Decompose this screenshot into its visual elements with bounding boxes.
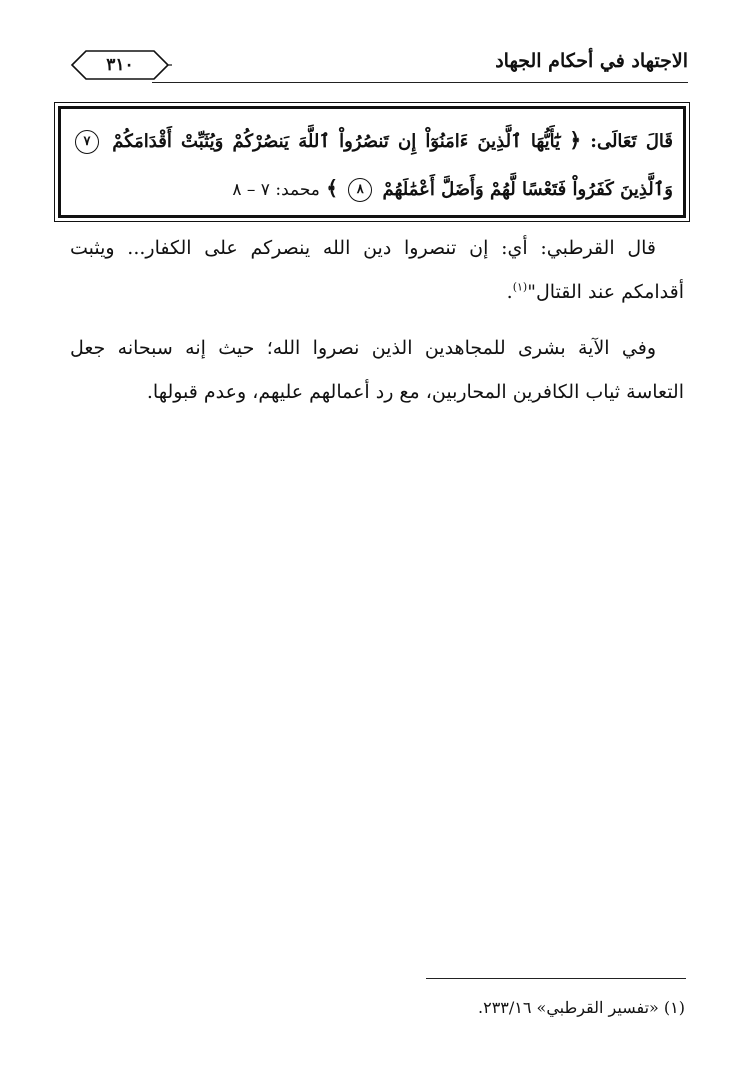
verse-line-2: وَٱلَّذِينَ كَفَرُواْ فَتَعْسًا لَّهُمْ وَأَضَلَّ أَعْمَٰلَهُمْ — [382, 179, 673, 200]
verse-open-bracket: ﴿ — [569, 128, 582, 152]
page-number-badge — [68, 49, 172, 81]
page-number: ٣١٠ — [106, 55, 134, 75]
footnote-reference-1[interactable]: (١) — [512, 280, 528, 294]
verse-line-1: يَٰٓأَيُّهَا ٱلَّذِينَ ءَامَنُوٓاْ إِن تَنصُرُواْ ٱللَّهَ يَنصُرْكُمْ وَيُثَبِّتْ أَقْدَامَكُمْ — [112, 131, 561, 152]
verse-intro: قَالَ تَعَالَى: — [590, 131, 673, 152]
ayah-number-8: ٨ — [348, 178, 372, 202]
ayah-number-7: ٧ — [75, 130, 99, 154]
quran-verse-box — [58, 106, 686, 218]
paragraph-2-text: وفي الآية بشرى للمجاهدين الذين نصروا الله؛ حيث إنه سبحانه جعل التعاسة ثياب الكافرين المحاربين، مع رد أعمالهم عليهم، وعدم قبولها. — [70, 337, 684, 403]
running-title: الاجتهاد في أحكام الجهاد — [495, 50, 688, 72]
paragraph-1-end: . — [506, 281, 513, 303]
footnote-divider — [426, 978, 686, 979]
paragraph-1-text: قال القرطبي: أي: إن تنصروا دين الله ينصركم على الكفار... ويثبت أقدامكم عند القتال" — [70, 237, 684, 303]
footnote-1: (١) «تفسير القرطبي» ٢٣٣/١٦. — [478, 998, 685, 1017]
verse-close-bracket: ﴾ — [326, 176, 338, 200]
page-header — [64, 48, 688, 88]
header-divider — [152, 82, 688, 83]
paragraph-1 — [70, 226, 684, 314]
verse-text — [71, 117, 673, 213]
main-text — [70, 226, 684, 426]
paragraph-2 — [70, 326, 684, 414]
verse-reference: محمد: ٧ – ٨ — [232, 180, 320, 200]
